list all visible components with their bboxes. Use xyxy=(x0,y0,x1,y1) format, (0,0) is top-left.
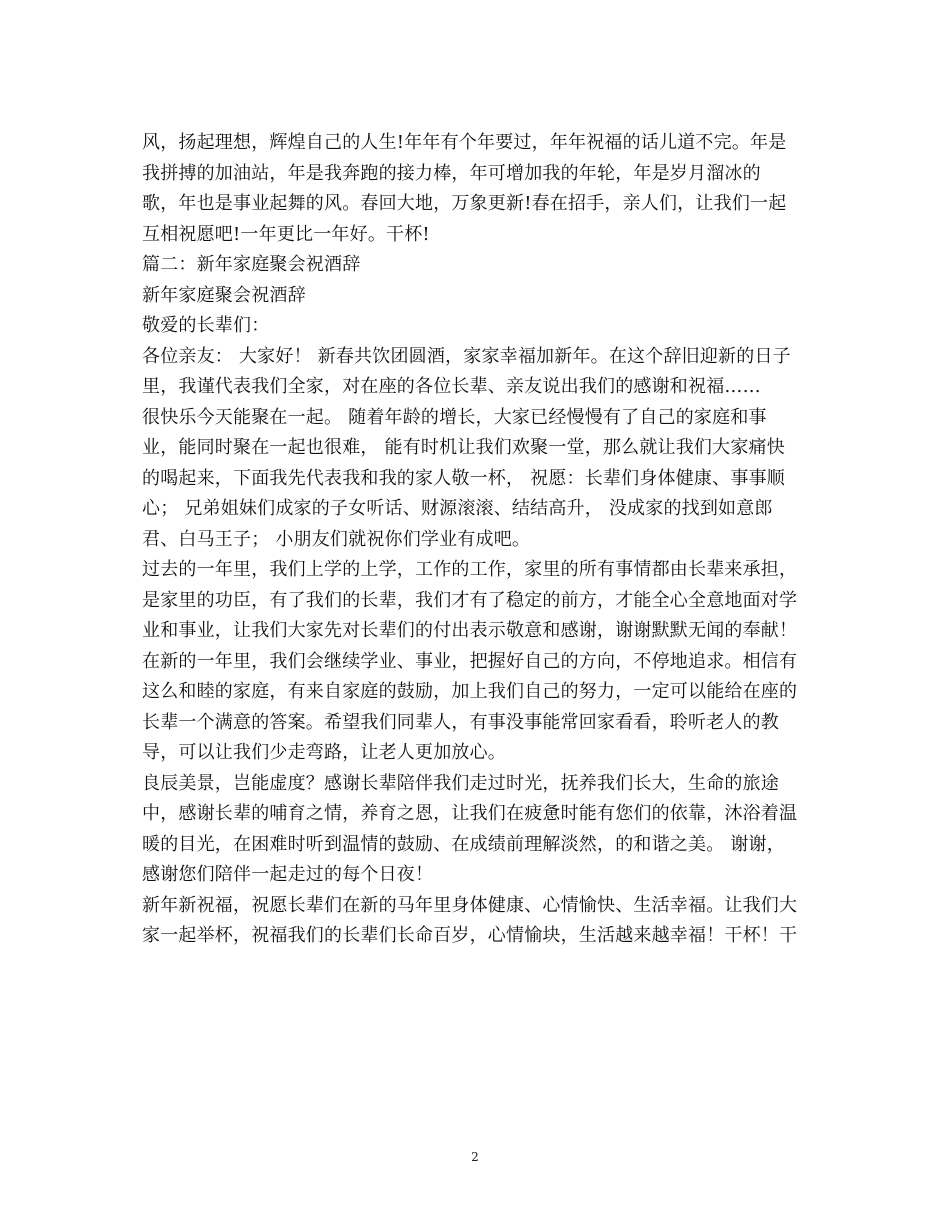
text-line: 在新的一年里，我们会继续学业、事业，把握好自己的方向，不停地追求。相信有 xyxy=(142,650,798,672)
text-line: 心； 兄弟姐妹们成家的子女听话、财源滚滚、结结高升， 没成家的找到如意郎 xyxy=(142,498,773,519)
text-line: 业和事业，让我们大家先对长辈们的付出表示敬意和感谢，谢谢默默无闻的奉献！ xyxy=(142,620,798,641)
text-line: 很快乐今天能聚在一起。 随着年龄的增长，大家已经慢慢有了自己的家庭和事 xyxy=(142,406,767,428)
text-line: 歌，年也是事业起舞的风。春回大地，万象更新!春在招手，亲人们，让我们一起 xyxy=(142,193,787,214)
text-line: 里，我谨代表我们全家，对在座的各位长辈、亲友说出我们的感谢和祝福…… xyxy=(142,376,761,397)
text-line: 风，扬起理想，辉煌自己的人生!年年有个年要过，年年祝福的话儿道不完。年是 xyxy=(142,132,787,153)
text-line: 长辈一个满意的答案。希望我们同辈人，有事没事能常回家看看，聆听老人的教 xyxy=(142,711,779,733)
text-line: 过去的一年里，我们上学的上学，工作的工作，家里的所有事情都由长辈来承担， xyxy=(142,559,798,580)
text-line: 的喝起来，下面我先代表我和我的家人敬一杯， 祝愿：长辈们身体健康、事事顺 xyxy=(142,467,785,489)
text-line: 导，可以让我们少走弯路，让老人更加放心。 xyxy=(142,742,506,763)
body-text xyxy=(142,128,822,952)
text-line: 暖的目光，在困难时听到温情的鼓励、在成绩前理解淡然，的和谐之美。 谢谢， xyxy=(142,833,785,855)
text-line: 是家里的功臣，有了我们的长辈，我们才有了稳定的前方，才能全心全意地面对学 xyxy=(142,589,798,611)
text-line: 家一起举杯，祝福我们的长辈们长命百岁，心情愉块，生活越来越幸福！干杯！干 xyxy=(142,925,798,946)
text-line: 良辰美景，岂能虚度？感谢长辈陪伴我们走过时光，抚养我们长大，生命的旅途 xyxy=(142,772,779,794)
text-line: 这么和睦的家庭，有来自家庭的鼓励，加上我们自己的努力，一定可以能给在座的 xyxy=(142,681,798,702)
section-heading: 篇二：新年家庭聚会祝酒辞 xyxy=(142,254,361,275)
text-line: 君、白马王子； 小朋友们就祝你们学业有成吧。 xyxy=(142,528,531,550)
text-line: 中，感谢长辈的哺育之情，养育之恩，让我们在疲惫时能有您们的依靠，沐浴着温 xyxy=(142,803,798,824)
salutation: 敬爱的长辈们： xyxy=(142,315,270,336)
page-number: 2 xyxy=(471,1150,479,1164)
section-title: 新年家庭聚会祝酒辞 xyxy=(142,284,306,306)
text-line: 新年新祝福，祝愿长辈们在新的马年里身体健康、心情愉快、生活幸福。让我们大 xyxy=(142,894,798,916)
text-line: 我拼搏的加油站，年是我奔跑的接力棒，年可增加我的年轮，年是岁月溜冰的 xyxy=(142,162,761,184)
text-line: 感谢您们陪伴一起走过的每个日夜！ xyxy=(142,864,434,885)
text-line: 业，能同时聚在一起也很难， 能有时机让我们欢聚一堂，那么就让我们大家痛快 xyxy=(142,437,785,458)
text-line: 互相祝愿吧!一年更比一年好。干杯! xyxy=(142,223,430,245)
text-line: 各位亲友： 大家好！ 新春共饮团圆酒，家家幸福加新年。在这个辞旧迎新的日子 xyxy=(142,345,791,367)
